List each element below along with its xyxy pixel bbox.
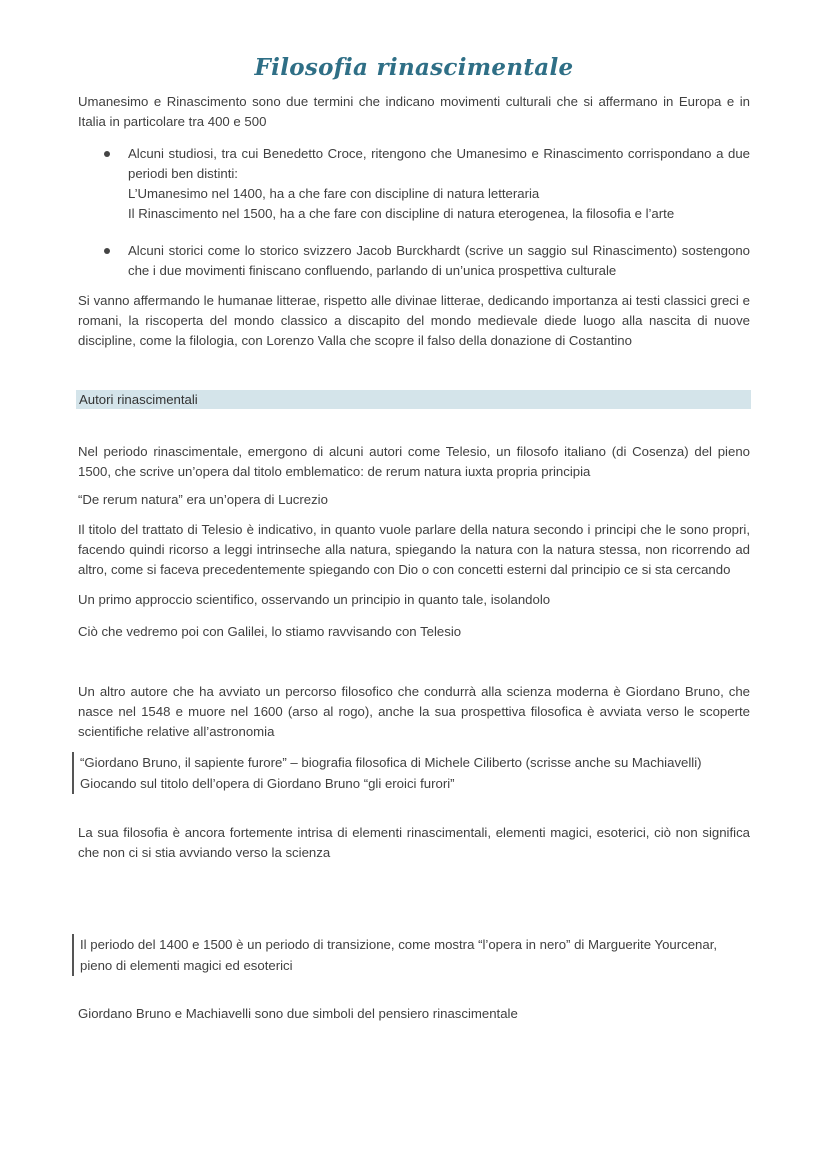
- bullet-dot-icon: [104, 248, 110, 254]
- galilei-paragraph: Ciò che vedremo poi con Galilei, lo stiamo ravvisando con Telesio: [78, 624, 462, 639]
- quote-block-1: [72, 752, 760, 794]
- simboli-paragraph: Giordano Bruno e Machiavelli sono due simboli del pensiero rinascimentale: [78, 1006, 518, 1021]
- lucrezio-paragraph: “De rerum natura” era un’opera di Lucrezio: [78, 492, 328, 507]
- bruno-paragraph: Un altro autore che ha avviato un percorso filosofico che condurrà alla scienza moderna è Giordano Bruno, che nasce nel 1548 e muore nel 1600 (arso al rogo), anche la sua prospettiva filosofica è avviata verso le scoperte scientifiche relative all’astronomia: [78, 684, 750, 739]
- quote-line: Giocando sul titolo dell’opera di Giordano Bruno “gli eroici furori”: [80, 776, 455, 791]
- quote-line: pieno di elementi magici ed esoterici: [80, 958, 293, 973]
- telesio-paragraph: Nel periodo rinascimentale, emergono di alcuni autori come Telesio, un filosofo italiano (di Cosenza) del pieno 1500, che scrive un’opera dal titolo emblematico: de rerum natura iuxta propria principia: [78, 444, 750, 479]
- section-heading-bar: [76, 390, 751, 409]
- quote-line: Il periodo del 1400 e 1500 è un periodo di transizione, come mostra “l’opera in nero” di Marguerite Yourcenar,: [80, 937, 718, 952]
- page-title: Filosofia rinascimentale: [254, 54, 574, 81]
- humanae-paragraph: Si vanno affermando le humanae litterae, rispetto alle divinae litterae, dedicando importanza ai testi classici greci e romani, la riscoperta del mondo classico a discapito del mondo medievale diede luogo alla nascita di nuove discipline, come la filologia, con Lorenzo Valla che scopre il falso della donazione di Costantino: [78, 293, 750, 348]
- bullet-item: [104, 241, 750, 281]
- bullet-dot-icon: [104, 151, 110, 157]
- quote-line: “Giordano Bruno, il sapiente furore” – biografia filosofica di Michele Ciliberto (scrisse anche su Machiavelli): [80, 755, 702, 770]
- approccio-paragraph: Un primo approccio scientifico, osservando un principio in quanto tale, isolandolo: [78, 592, 551, 607]
- section-heading: Autori rinascimentali: [79, 392, 198, 407]
- filosofia-paragraph: La sua filosofia è ancora fortemente intrisa di elementi rinascimentali, elementi magici, esoterici, ciò non significa che non ci si stia avviando verso la scienza: [78, 825, 750, 860]
- bullet-list-1: [104, 144, 750, 224]
- bullet-line: L’Umanesimo nel 1400, ha a che fare con discipline di natura letteraria: [128, 186, 540, 201]
- bullet-line: Il Rinascimento nel 1500, ha a che fare con discipline di natura eterogenea, la filosofia e l’arte: [128, 206, 675, 221]
- bullet-list-2: [104, 241, 750, 281]
- quote-block-2: [72, 934, 760, 976]
- bullet-line: Alcuni studiosi, tra cui Benedetto Croce, ritengono che Umanesimo e Rinascimento corrispondano a due periodi ben distinti:: [128, 146, 750, 181]
- trattato-paragraph: Il titolo del trattato di Telesio è indicativo, in quanto vuole parlare della natura secondo i principi che le sono propri, facendo quindi ricorso a leggi intrinseche alla natura, spiegando la natura con la natura stessa, non ricorrendo ad altro, come si faceva precedentemente spiegando con Dio o con concetti esterni dal principio ce si sta cercando: [78, 522, 750, 577]
- bullet-line: Alcuni storici come lo storico svizzero Jacob Burckhardt (scrive un saggio sul Rinascimento) sostengono che i due movimenti finiscano confluendo, parlando di un’unica prospettiva culturale: [128, 243, 750, 278]
- intro-paragraph: Umanesimo e Rinascimento sono due termini che indicano movimenti culturali che si affermano in Europa e in Italia in particolare tra 400 e 500: [78, 94, 750, 129]
- bullet-item: [104, 144, 750, 224]
